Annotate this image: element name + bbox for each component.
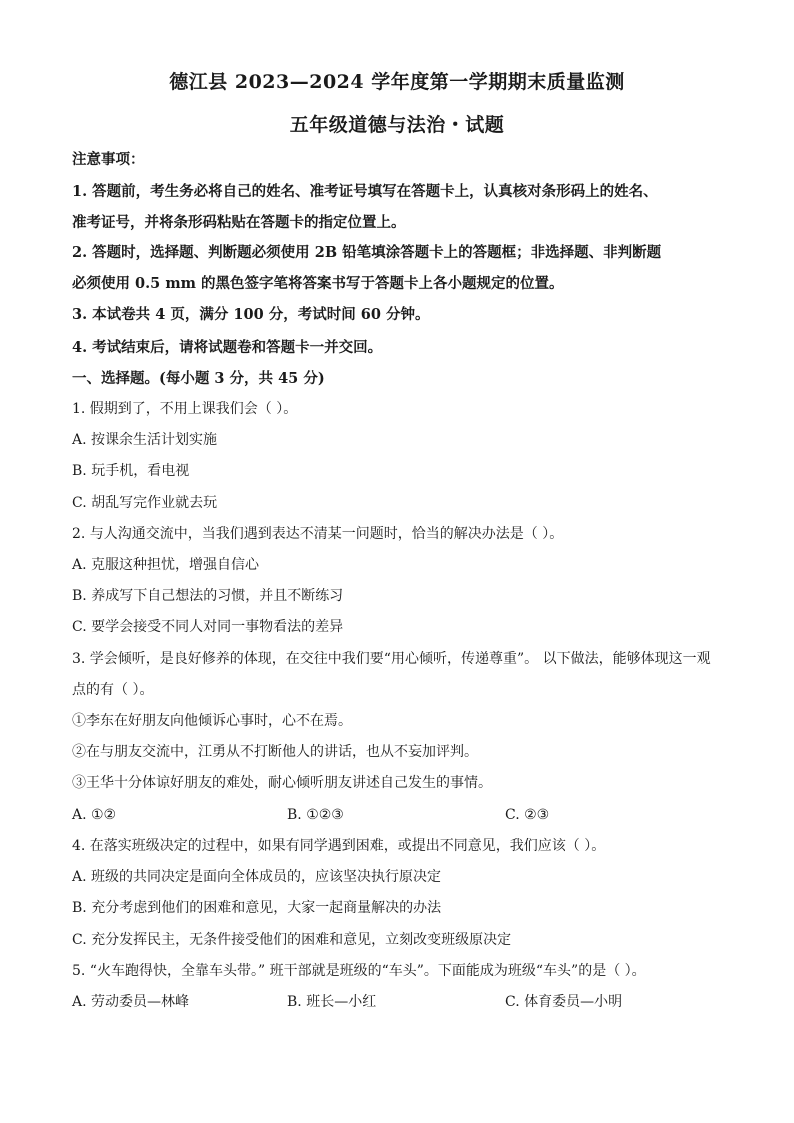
exam-subtitle: 五年级道德与法治・试题 [289, 114, 505, 136]
question-3-statement-2: ②在与朋友交流中，江勇从不打断他人的讲话，也从不妄加评判。 [72, 744, 478, 760]
notice-item-1b: 准考证号，并将条形码粘贴在答题卡的指定位置上。 [72, 214, 406, 231]
question-3-statement-3: ③王华十分体谅好朋友的难处，耐心倾听朋友讲述自己发生的事情。 [72, 775, 492, 791]
notice-item-1a: 1. 答题前，考生务必将自己的姓名、准考证号填写在答题卡上，认真核对条形码上的姓名、 [72, 183, 658, 200]
question-4-stem: 4. 在落实班级决定的过程中，如果有同学遇到困难，或提出不同意见，我们应该（ ）。 [72, 838, 606, 854]
question-5-option-b: B. 班长—小红 [287, 994, 377, 1010]
question-5-option-a: A. 劳动委员—林峰 [72, 994, 190, 1010]
question-3-statement-1: ①李东在好朋友向他倾诉心事时，心不在焉。 [72, 713, 352, 729]
notice-item-4: 4. 考试结束后，请将试题卷和答题卡一并交回。 [72, 339, 383, 356]
question-5-stem: 5. “火车跑得快，全靠车头带。” 班干部就是班级的“车头”。下面能成为班级“车头”的是（ ）。 [72, 963, 646, 979]
exam-title: 德江县 2023—2024 学年度第一学期期末质量监测 [169, 71, 625, 93]
question-2-option-a: A. 克服这种担忧，增强自信心 [72, 557, 260, 573]
question-3-option-a: A. ①② [72, 807, 117, 823]
notice-item-2b: 必须使用 0.5 mm 的黑色签字笔将答案书写于答题卡上各小题规定的位置。 [72, 275, 564, 292]
question-3-option-c: C. ②③ [505, 807, 550, 823]
question-4-option-b: B. 充分考虑到他们的困难和意见，大家一起商量解决的办法 [72, 900, 442, 916]
section-heading: 一、选择题。(每小题 3 分，共 45 分) [72, 370, 325, 387]
question-2-stem: 2. 与人沟通交流中，当我们遇到表达不清某一问题时，恰当的解决办法是（ ）。 [72, 526, 564, 542]
question-1-option-a: A. 按课余生活计划实施 [72, 432, 218, 448]
notice-item-3: 3. 本试卷共 4 页，满分 100 分，考试时间 60 分钟。 [72, 306, 430, 323]
question-1-option-c: C. 胡乱写完作业就去玩 [72, 495, 218, 511]
question-1-option-b: B. 玩手机，看电视 [72, 463, 190, 479]
question-4-option-a: A. 班级的共同决定是面向全体成员的，应该坚决执行原决定 [72, 869, 442, 885]
notice-item-2a: 2. 答题时，选择题、判断题必须使用 2B 铅笔填涂答题卡上的答题框；非选择题、非判断题 [72, 244, 662, 261]
question-3-stem-line2: 点的有（ ）。 [72, 682, 154, 698]
question-2-option-b: B. 养成写下自己想法的习惯，并且不断练习 [72, 588, 344, 604]
question-5-option-c: C. 体育委员—小明 [505, 994, 623, 1010]
question-1-stem: 1. 假期到了，不用上课我们会（ ）。 [72, 401, 298, 417]
question-2-option-c: C. 要学会接受不同人对同一事物看法的差异 [72, 619, 344, 635]
notice-heading: 注意事项： [72, 151, 145, 168]
question-3-option-b: B. ①②③ [287, 807, 344, 823]
question-3-stem-line1: 3. 学会倾听，是良好修养的体现，在交往中我们要“用心倾听，传递尊重”。 以下做法，能够体现这一观 [72, 651, 711, 667]
question-4-option-c: C. 充分发挥民主，无条件接受他们的困难和意见，立刻改变班级原决定 [72, 932, 512, 948]
